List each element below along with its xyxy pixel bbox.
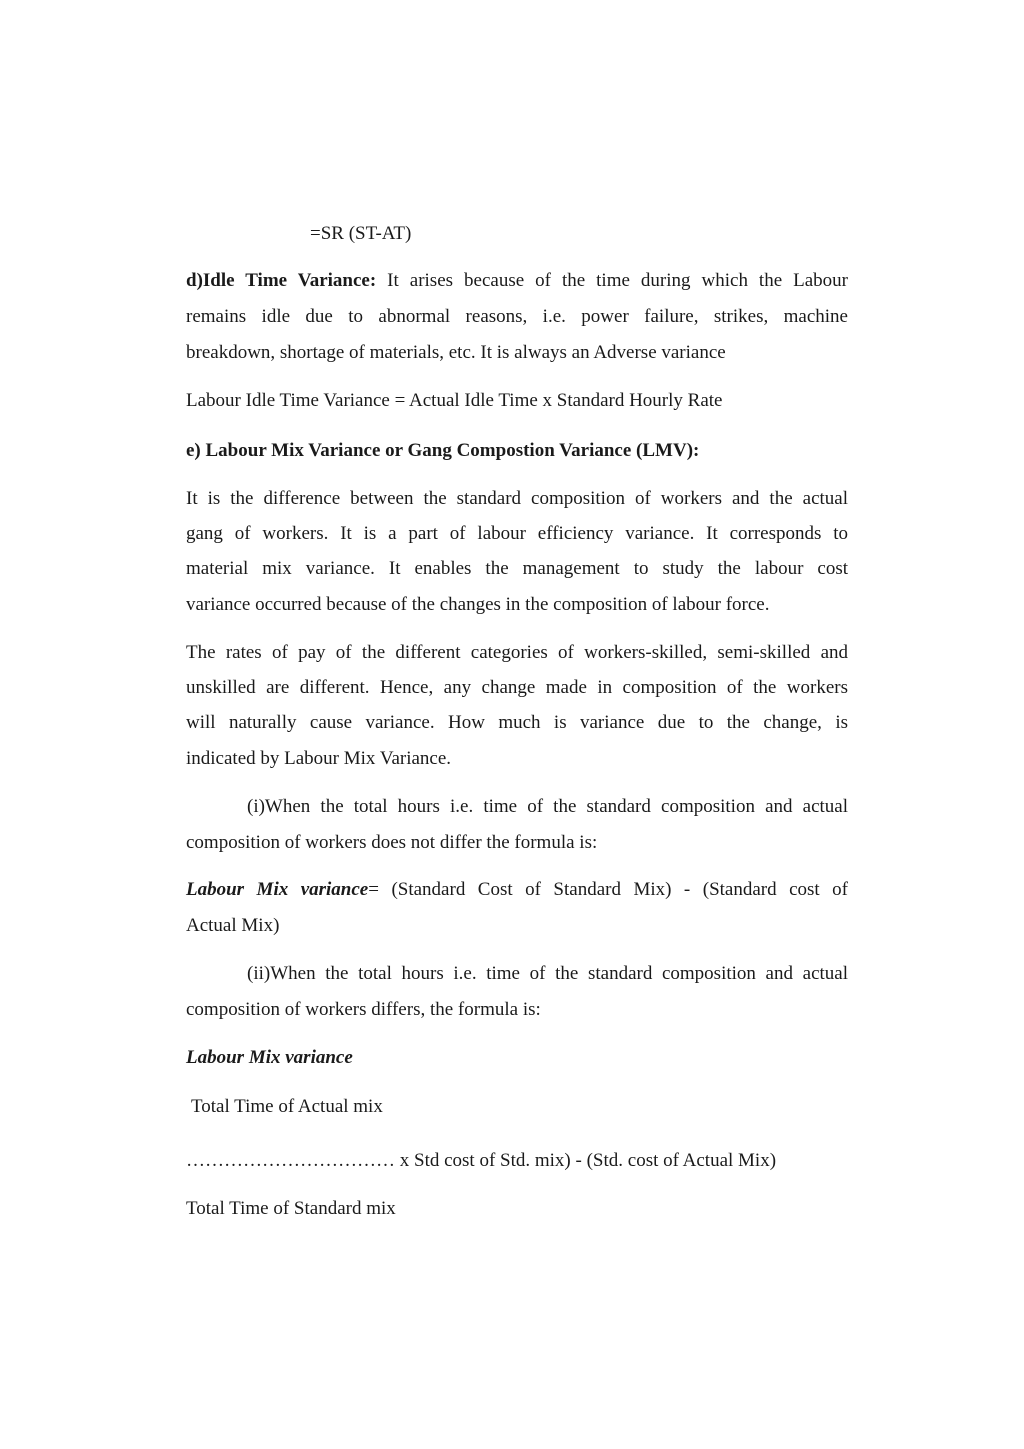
case2-line-2: composition of workers differs, the formula is: — [186, 999, 541, 1020]
case1-line-1: (i)When the total hours i.e. time of the standard composition and actual — [247, 796, 848, 817]
formula2-numerator: Total Time of Actual mix — [191, 1096, 383, 1117]
idle-time-line-3: breakdown, shortage of materials, etc. It is always an Adverse variance — [186, 342, 726, 363]
para2-line-4: indicated by Labour Mix Variance. — [186, 748, 452, 769]
formula2-label: Labour Mix variance — [186, 1047, 353, 1068]
formula1-line-2: Actual Mix) — [186, 915, 280, 936]
formula1-line-1 — [186, 878, 848, 902]
para1-line-2: gang of workers. It is a part of labour efficiency variance. It corresponds to — [186, 523, 848, 544]
para1-line-4: variance occurred because of the changes in the composition of labour force. — [186, 594, 770, 615]
para2-line-3: will naturally cause variance. How much is variance due to the change, is — [186, 712, 848, 733]
idle-time-line-1 — [186, 269, 848, 293]
idle-time-heading: d)Idle Time Variance: — [186, 270, 377, 291]
formula1-line-1-text: = (Standard Cost of Standard Mix) - (Standard cost of — [368, 879, 849, 900]
para2-line-1: The rates of pay of the different categories of workers-skilled, semi-skilled and — [186, 642, 848, 663]
para1-line-1: It is the difference between the standard composition of workers and the actual — [186, 488, 848, 509]
formula-top: =SR (ST-AT) — [310, 223, 412, 244]
para2-line-2: unskilled are different. Hence, any change made in composition of the workers — [186, 677, 848, 698]
idle-time-line-2: remains idle due to abnormal reasons, i.e. power failure, strikes, machine — [186, 306, 848, 327]
formula2-denominator: Total Time of Standard mix — [186, 1198, 396, 1219]
case2-line-1: (ii)When the total hours i.e. time of the standard composition and actual — [247, 963, 848, 984]
formula1-label: Labour Mix variance — [186, 879, 369, 900]
case1-line-2: composition of workers does not differ the formula is: — [186, 832, 598, 853]
formula2-fraction-line: …………………………… x Std cost of Std. mix) - (Std. cost of Actual Mix) — [186, 1150, 777, 1171]
idle-time-formula: Labour Idle Time Variance = Actual Idle Time x Standard Hourly Rate — [186, 390, 723, 411]
mix-variance-heading: e) Labour Mix Variance or Gang Compostion Variance (LMV): — [186, 440, 700, 461]
idle-time-line-1-text: It arises because of the time during which the Labour — [376, 270, 849, 291]
para1-line-3: material mix variance. It enables the management to study the labour cost — [186, 558, 848, 579]
